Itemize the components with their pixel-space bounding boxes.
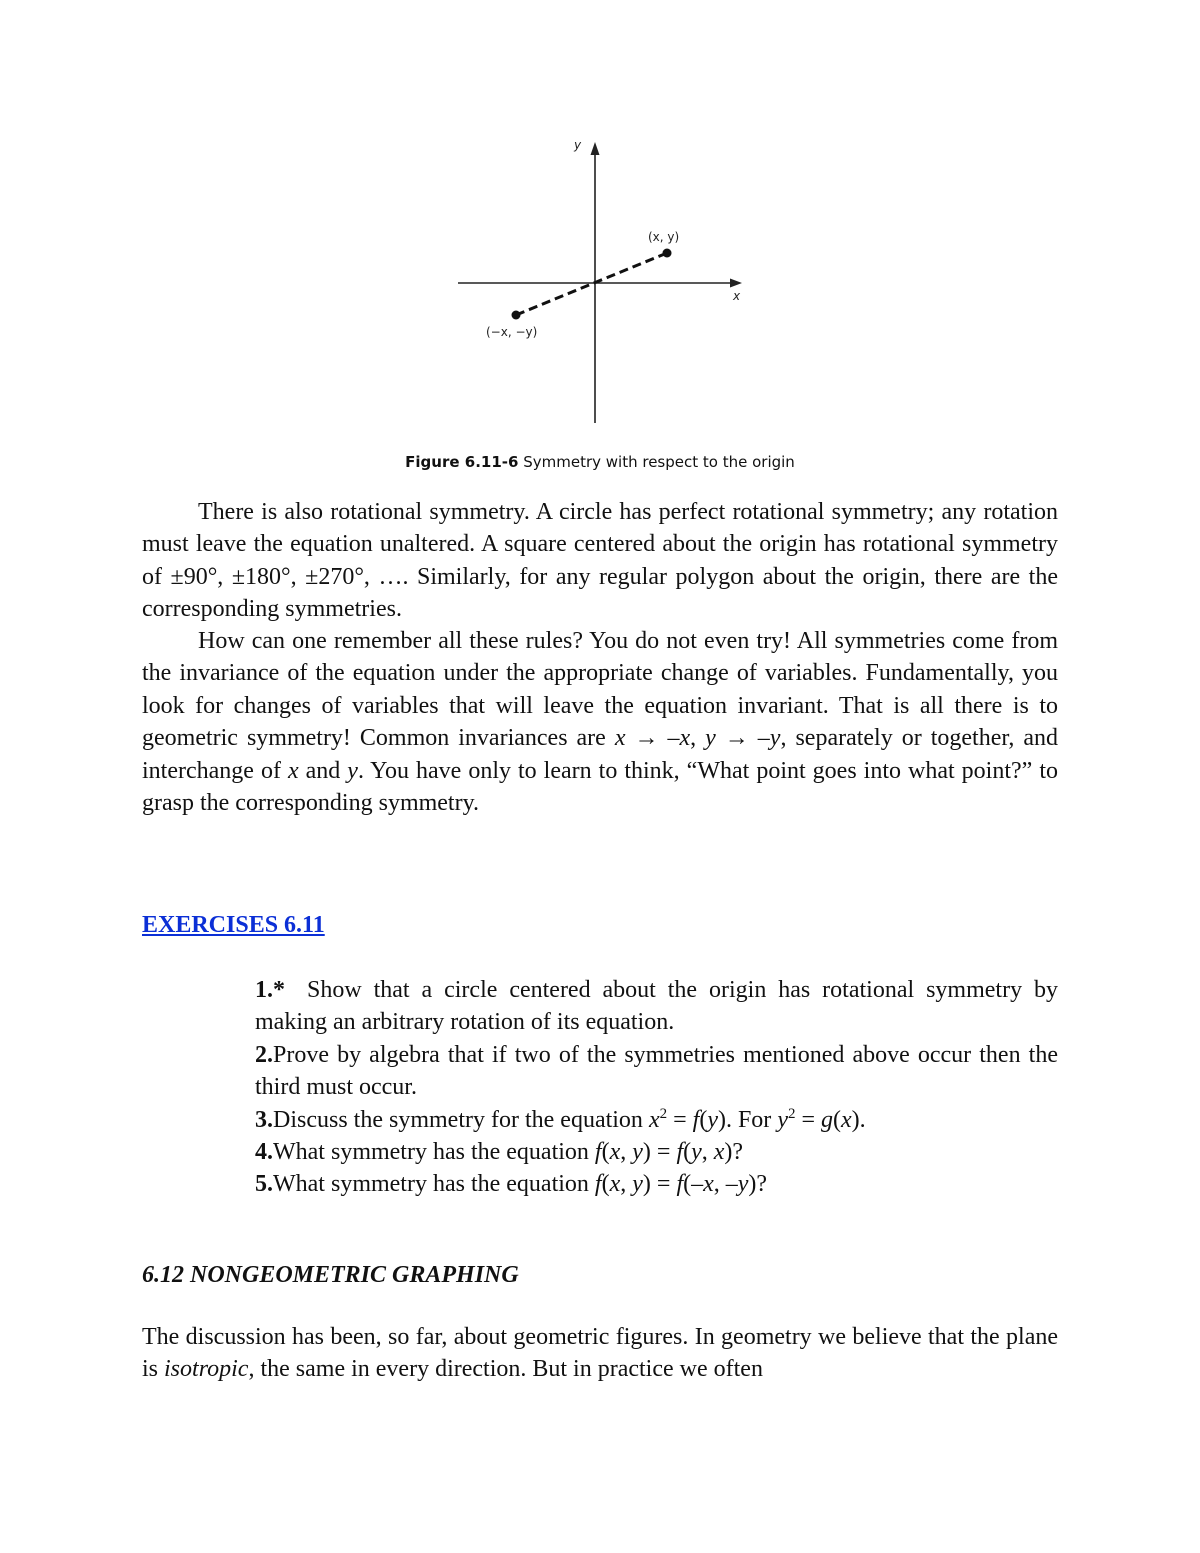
exercise-list: [255, 974, 1058, 1201]
exercises-heading[interactable]: EXERCISES 6.11: [142, 912, 325, 938]
figure-number: Figure 6.11-6: [405, 453, 519, 471]
figure-caption-text: Symmetry with respect to the origin: [518, 453, 795, 471]
point-label-neg-x-neg-y: (−x, −y): [486, 325, 538, 339]
point-neg-x-neg-y: [512, 311, 521, 320]
y-axis-arrow: [591, 142, 600, 155]
paragraph-invariance: How can one remember all these rules? You do not even try! All symmetries come from the invariance of the equation under the appropriate change of variables. Fundamentally, you look for changes of variables that will leave the equation invariant. That is all there is to geometric symmetry! Common invariances are x → –x, y → –y, separately or together, and interchange of x and y. You have only to learn to think, “What point goes into what point?” to grasp the corresponding symmetry.: [142, 628, 1059, 817]
exercise-5: 5.What symmetry has the equation f(x, y) = f(–x, –y)?: [255, 1171, 768, 1198]
y-axis-label: y: [574, 138, 582, 152]
exercise-1: 1.* Show that a circle centered about the origin has rotational symmetry by making an arbitrary rotation of its equation.: [255, 977, 1058, 1036]
dashed-segment: [516, 253, 667, 315]
point-label-x-y: (x, y): [648, 230, 680, 244]
x-axis-label: x: [733, 289, 741, 303]
exercise-2: 2.Prove by algebra that if two of the symmetries mentioned above occur then the third must occur.: [255, 1041, 1058, 1101]
point-x-y: [663, 249, 672, 258]
exercise-4: 4.What symmetry has the equation f(x, y) = f(y, x)?: [255, 1139, 744, 1166]
exercise-3: 3.Discuss the symmetry for the equation $x^2 = f(y)$. For $y^2 = g(x)$.: [255, 1105, 866, 1133]
x-axis-arrow: [730, 279, 742, 288]
paragraph-rotational-symmetry: There is also rotational symmetry. A circle has perfect rotational symmetry; any rotation must leave the equation unaltered. A square centered about the origin has rotational symmetry of ±90°, ±180°, ±270°, …. Similarly, for any regular polygon about the origin, there are the corresponding symmetries.: [142, 499, 1058, 623]
paragraph-nongeometric: The discussion has been, so far, about geometric figures. In geometry we believe that the plane is isotropic, the same in every direction. But in practice we often: [142, 1324, 1058, 1383]
section-heading: 6.12 NONGEOMETRIC GRAPHING: [142, 1262, 519, 1288]
figure-caption: [0, 453, 1200, 471]
symmetry-figure: [440, 130, 760, 430]
